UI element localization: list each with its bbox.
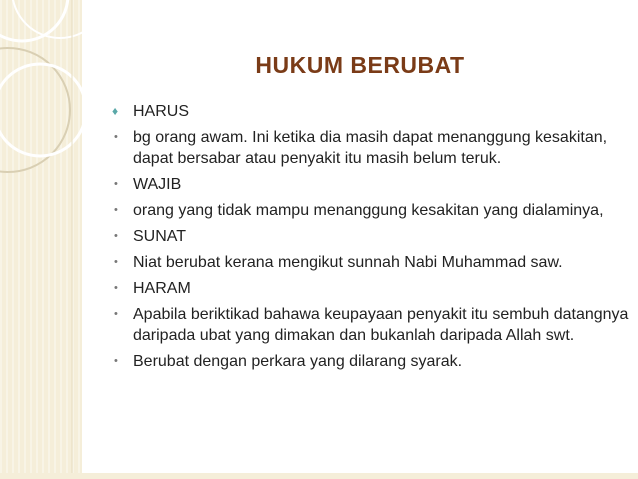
list-item — [110, 101, 630, 122]
dot-bullet-icon: • — [114, 355, 118, 367]
dot-bullet-icon: • — [114, 204, 118, 216]
list-item-text: bg orang awam. Ini ketika dia masih dapat menanggung kesakitan, dapat bersabar atau penyakit itu masih belum teruk. — [133, 129, 608, 167]
list-item — [110, 278, 630, 299]
slide-title: HUKUM BERUBAT — [255, 52, 465, 78]
list-item-text: WAJIB — [133, 176, 182, 193]
list-item — [110, 200, 630, 221]
list-item-text: Apabila beriktikad bahawa keupayaan penyakit itu sembuh datangnya daripada ubat yang dimakan dan bukanlah daripada Allah swt. — [133, 306, 629, 344]
list-item-text: HARAM — [133, 280, 191, 297]
diamond-bullet-icon: ♦ — [112, 104, 119, 118]
list-item-text: HARUS — [133, 103, 190, 120]
list-item-text: SUNAT — [133, 228, 187, 245]
list-item — [110, 304, 630, 346]
list-item-text: orang yang tidak mampu menanggung kesakitan yang dialaminya, — [133, 202, 604, 219]
dot-bullet-icon: • — [114, 282, 118, 294]
dot-bullet-icon: • — [114, 131, 118, 143]
list-item — [110, 127, 630, 169]
dot-bullet-icon: • — [114, 230, 118, 242]
list-item — [110, 174, 630, 195]
list-item-text: Berubat dengan perkara yang dilarang syarak. — [133, 353, 463, 370]
dot-bullet-icon: • — [114, 308, 118, 320]
bottom-border — [0, 473, 638, 479]
list-item-text: Niat berubat kerana mengikut sunnah Nabi Muhammad saw. — [133, 254, 563, 271]
dot-bullet-icon: • — [114, 178, 118, 190]
bullet-list — [110, 101, 630, 377]
list-item — [110, 351, 630, 372]
list-item — [110, 226, 630, 247]
dot-bullet-icon: • — [114, 256, 118, 268]
list-item — [110, 252, 630, 273]
